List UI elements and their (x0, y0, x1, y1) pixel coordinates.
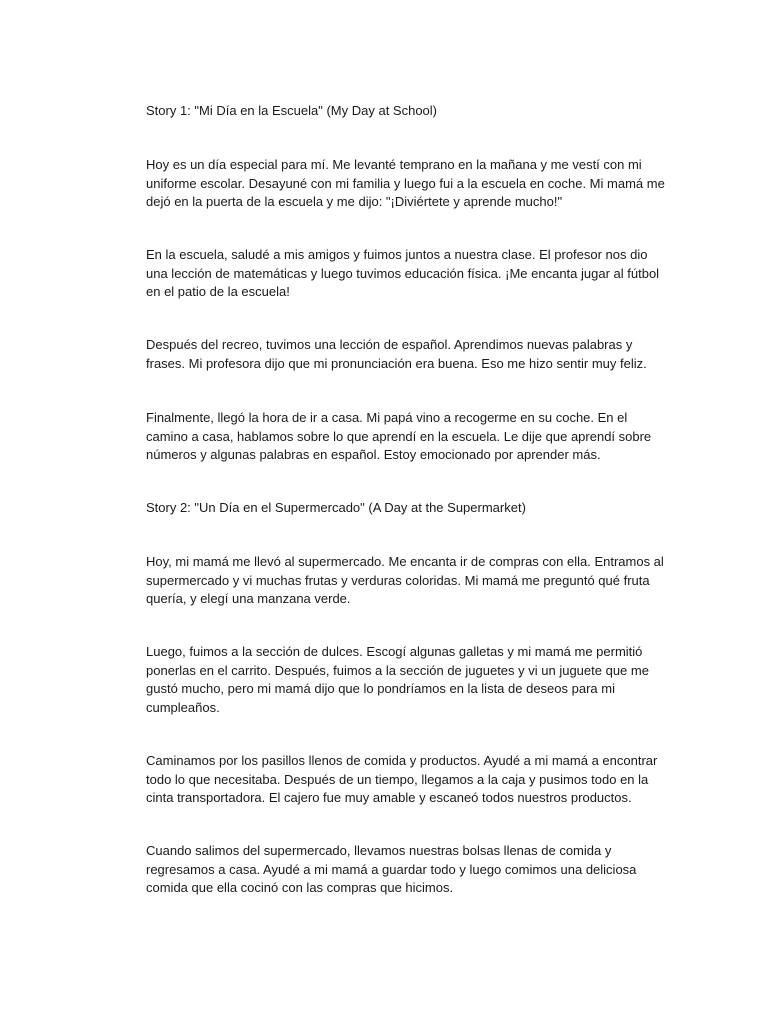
story2-paragraph-4: Cuando salimos del supermercado, llevamos nuestras bolsas llenas de comida y regresamos a casa. Ayudé a mi mamá a guardar todo y luego comimos una deliciosa comida que ella cocinó con las compras que hicimos. (146, 843, 637, 895)
story2-paragraph-3: Caminamos por los pasillos llenos de comida y productos. Ayudé a mi mamá a encontrar todo lo que necesitaba. Después de un tiempo, llegamos a la caja y pusimos todo en la cinta transportadora. El cajero fue muy amable y escaneó todos nuestros productos. (146, 753, 658, 805)
story2-paragraph-1: Hoy, mi mamá me llevó al supermercado. Me encanta ir de compras con ella. Entramos al supermercado y vi muchas frutas y verduras coloridas. Mi mamá me preguntó qué fruta quería, y elegí una manzana verde. (146, 554, 664, 606)
story1-paragraph-4: Finalmente, llegó la hora de ir a casa. Mi papá vino a recogerme en su coche. En el camino a casa, hablamos sobre lo que aprendí en la escuela. Le dije que aprendí sobre números y algunas palabras en español. Estoy emocionado por aprender más. (146, 410, 652, 462)
story2-paragraph-2: Luego, fuimos a la sección de dulces. Escogí algunas galletas y mi mamá me permitió ponerlas en el carrito. Después, fuimos a la sección de juguetes y vi un juguete que me gustó mucho, pero mi mamá dijo que lo pondríamos en la lista de deseos para mi cumpleaños. (146, 644, 649, 715)
story1-paragraph-2: En la escuela, saludé a mis amigos y fuimos juntos a nuestra clase. El profesor nos dio una lección de matemáticas y luego tuvimos educación física. ¡Me encanta jugar al fútbol en el patio de la escuela! (146, 247, 660, 299)
story1-title: Story 1: "Mi Día en la Escuela" (My Day at School) (146, 103, 438, 118)
story1-paragraph-3: Después del recreo, tuvimos una lección de español. Aprendimos nuevas palabras y frases. Mi profesora dijo que mi pronunciación era buena. Eso me hizo sentir muy feliz. (146, 337, 647, 371)
story1-paragraph-1: Hoy es un día especial para mí. Me levanté temprano en la mañana y me vestí con mi uniforme escolar. Desayuné con mi familia y luego fui a la escuela en coche. Mi mamá me dejó en la puerta de la escuela y me dijo: "¡Diviértete y aprende mucho!" (146, 157, 665, 209)
story2-title: Story 2: "Un Día en el Supermercado" (A Day at the Supermarket) (146, 500, 526, 515)
